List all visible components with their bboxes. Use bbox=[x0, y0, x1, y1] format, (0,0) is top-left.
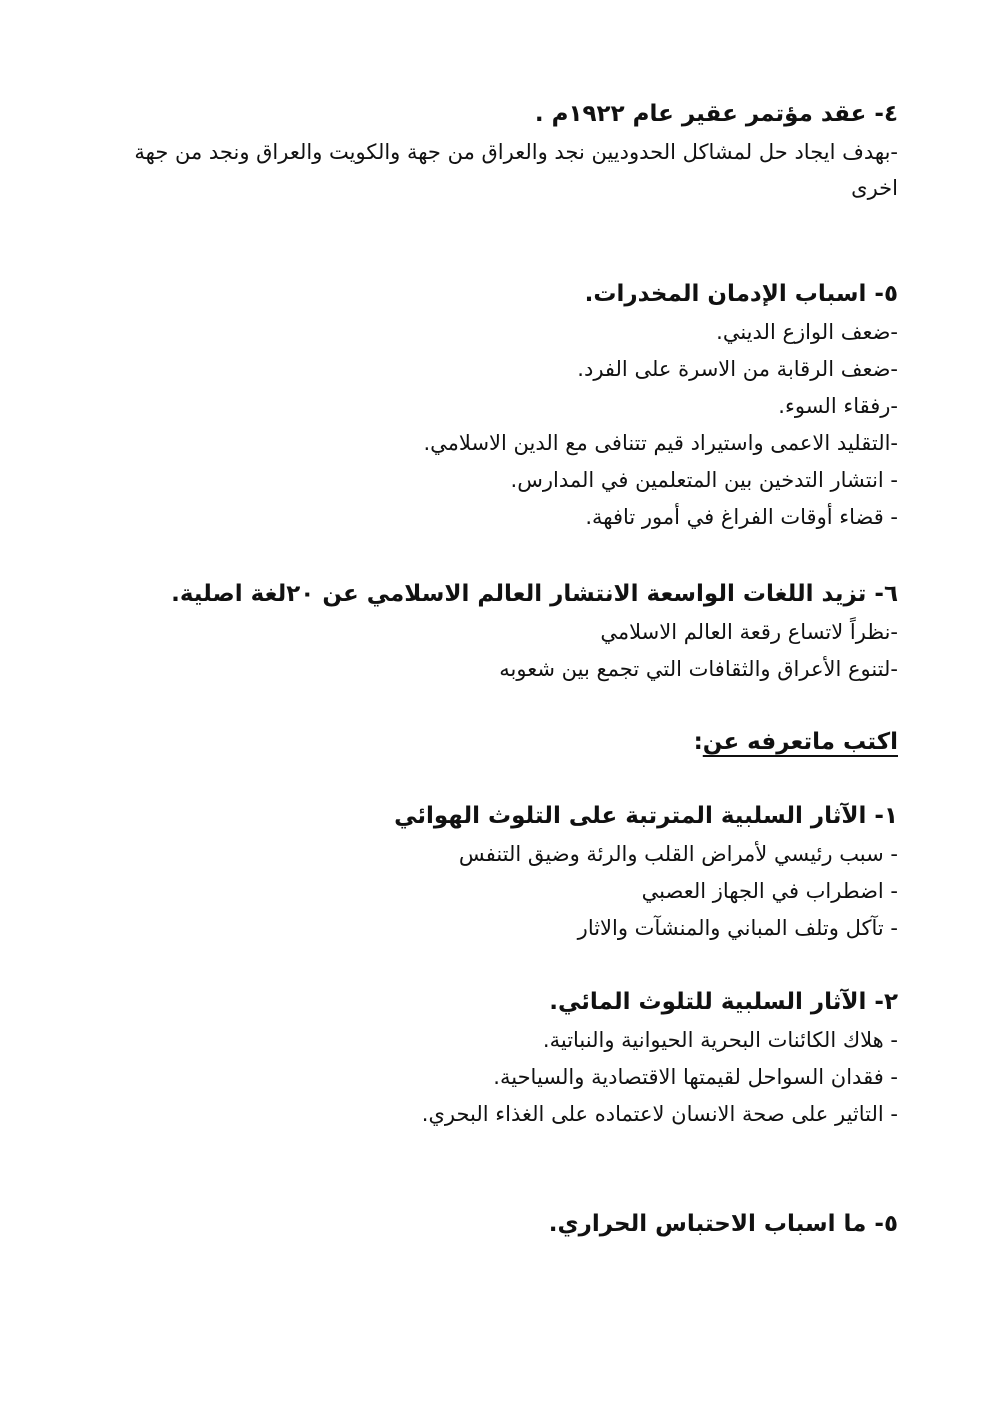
list-item: - هلاك الكائنات البحرية الحيوانية والنباتية. bbox=[542, 1028, 898, 1052]
question-1 bbox=[88, 796, 898, 947]
question-2 bbox=[88, 982, 898, 1133]
section-6-heading: ٦- تزيد اللغات الواسعة الانتشار العالم الاسلامي عن ٢٠لغة اصلية. bbox=[171, 581, 898, 607]
section-4-heading: ٤- عقد مؤتمر عقير عام ١٩٢٢م . bbox=[534, 101, 898, 127]
list-item: -نظراً لاتساع رقعة العالم الاسلامي bbox=[600, 620, 898, 644]
list-item: - سبب رئيسي لأمراض القلب والرئة وضيق التنفس bbox=[458, 842, 898, 866]
question-2-heading: ٢- الآثار السلبية للتلوث المائي. bbox=[549, 989, 898, 1015]
list-item: - تآكل وتلف المباني والمنشآت والاثار bbox=[577, 916, 898, 940]
section-4-body: -بهدف ايجاد حل لمشاكل الحدوديين نجد والعراق من جهة والكويت والعراق ونجد من جهة اخرى bbox=[134, 140, 898, 200]
list-item: -ضعف الوازع الديني. bbox=[716, 320, 898, 344]
question-5-heading: ٥- ما اسباب الاحتباس الحراري. bbox=[548, 1211, 898, 1237]
list-item: - قضاء أوقات الفراغ في أمور تافهة. bbox=[585, 505, 898, 529]
section-4 bbox=[88, 94, 898, 206]
write-about-heading bbox=[88, 722, 898, 762]
list-item: -رفقاء السوء. bbox=[778, 394, 898, 418]
list-item: - التاثير على صحة الانسان لاعتماده على الغذاء البحري. bbox=[421, 1102, 898, 1126]
question-5 bbox=[88, 1204, 898, 1244]
list-item: - انتشار التدخين بين المتعلمين في المدارس. bbox=[510, 468, 898, 492]
list-item: - اضطراب في الجهاز العصبي bbox=[641, 879, 898, 903]
section-5 bbox=[88, 274, 898, 536]
list-item: -التقليد الاعمى واستيراد قيم تتنافى مع الدين الاسلامي. bbox=[423, 431, 898, 455]
list-item: -ضعف الرقابة من الاسرة على الفرد. bbox=[577, 357, 898, 381]
section-6 bbox=[88, 574, 898, 688]
list-item: - فقدان السواحل لقيمتها الاقتصادية والسياحية. bbox=[493, 1065, 898, 1089]
list-item: -لتنوع الأعراق والثقافات التي تجمع بين شعوبه bbox=[499, 657, 898, 681]
write-about-colon: : bbox=[693, 729, 703, 755]
write-about-section bbox=[88, 722, 898, 762]
section-5-heading: ٥- اسباب الإدمان المخدرات. bbox=[584, 281, 898, 307]
write-about-label: اكتب ماتعرفه عن bbox=[702, 729, 898, 755]
question-1-heading: ١- الآثار السلبية المترتبة على التلوث الهوائي bbox=[394, 803, 898, 829]
